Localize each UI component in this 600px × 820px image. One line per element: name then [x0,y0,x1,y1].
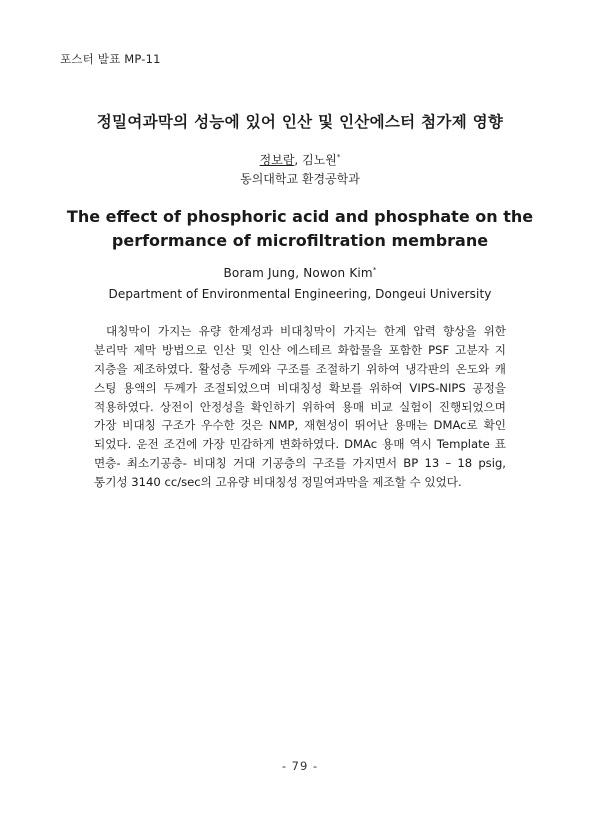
abstract-line: 스팅 용액의 두께가 조절되었으며 비대칭성 확보를 위하여 VIPS-NIPS 공정을 [94,380,506,395]
abstract-line: 지층을 제조하였다. 활성층 두께와 구조를 조절하기 위하여 냉각판의 온도와 캐 [94,361,506,376]
english-author-names: Boram Jung, Nowon Kim [223,266,373,280]
abstract-line: 면층- 최소기공층- 비대칭 거대 기공층의 구조를 가지면서 BP 13 – 18 psig, [94,456,506,471]
session-label: 포스터 발표 MP-11 [60,52,161,66]
abstract-line: 적용하였다. 상전이 안정성을 확인하기 위하여 용매 비교 실험이 진행되었으며 [94,399,506,414]
english-affiliation: Department of Environmental Engineering, Dongeui University [108,287,492,301]
korean-authors [0,151,600,168]
english-title-line-1: The effect of phosphoric acid and phosphate on the [66,207,534,226]
english-title [0,205,600,253]
english-authors [0,266,600,280]
english-corresponding-mark: * [372,266,377,274]
abstract-body [94,322,506,492]
presenter-name: 정보람 [259,153,295,167]
author-separator: , [294,153,303,167]
page-number: - 79 - [281,759,319,773]
abstract-line: 분리막 제막 방법으로 인산 및 인산 에스테르 화합물을 포함한 PSF 고분자 지 [94,342,506,357]
english-title-line-2: performance of microfiltration membrane [111,231,489,250]
corresponding-mark: * [336,153,341,161]
abstract-line: 대칭막이 가지는 유량 한계성과 비대칭막이 가지는 한계 압력 향상을 위한 [106,324,506,338]
abstract-line: 되었다. 운전 조건에 가장 민감하게 변화하였다. DMAc 용매 역시 Template 표 [94,437,506,452]
coauthor-name: 김노원 [302,153,337,167]
korean-affiliation: 동의대학교 환경공학과 [240,172,360,186]
abstract-line: 통기성 3140 cc/sec의 고유량 비대칭성 정밀여과막을 제조할 수 있었다. [94,475,462,490]
abstract-line: 가장 비대칭 구조가 우수한 것은 NMP, 재현성이 뛰어난 용매는 DMAc로 확인 [94,418,506,433]
korean-title: 정밀여과막의 성능에 있어 인산 및 인산에스터 첨가제 영향 [96,113,504,131]
